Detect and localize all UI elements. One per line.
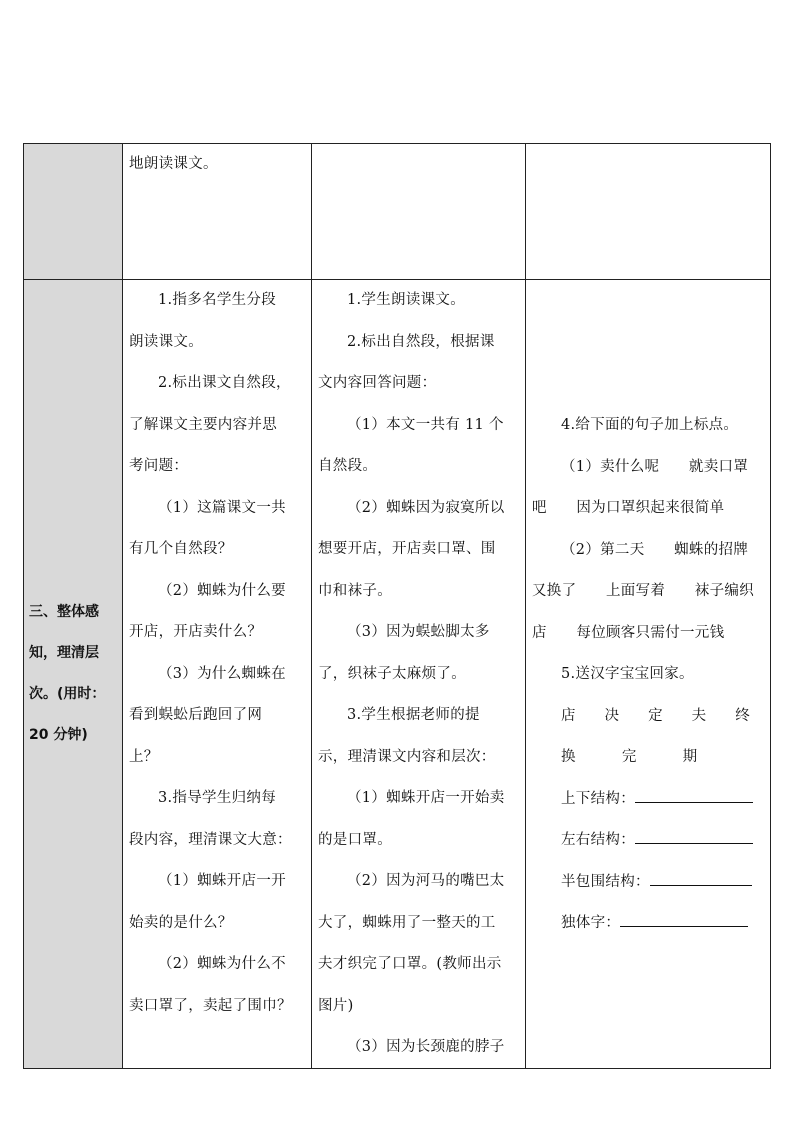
student-text-line: （2）因为河马的嘴巴太 <box>347 873 505 889</box>
student-text-line: 文内容回答问题： <box>318 375 437 391</box>
teacher-text-line: 考问题： <box>129 458 189 474</box>
stage-label-line: 次。(用时： <box>29 686 106 702</box>
exercise-text-line: （2）第二天 蜘蛛的招牌 <box>561 541 749 558</box>
student-text-line: 示，理清课文内容和层次： <box>318 748 496 765</box>
character-list-line1 <box>532 696 764 738</box>
structure-left-right-row <box>532 820 764 862</box>
teacher-text-line: 段内容，理清课文大意： <box>129 831 292 848</box>
student-text-line: 大了，蜘蛛用了一整天的工 <box>318 914 496 931</box>
character: 夫 <box>691 707 707 724</box>
student-text-line: （3）因为长颈鹿的脖子 <box>347 1039 505 1055</box>
teacher-text-line: 始卖的是什么？ <box>129 914 233 931</box>
student-text-line: 3.学生根据老师的提 <box>347 707 480 723</box>
character: 期 <box>682 749 698 765</box>
teacher-text-line: 1.指多名学生分段 <box>158 292 277 308</box>
student-text-line: 想要开店，开店卖口罩、围 <box>318 541 496 557</box>
character: 终 <box>735 707 750 724</box>
stage-label-line: 知，理清层 <box>29 645 99 661</box>
teacher-text-line: 3.指导学生归纳每 <box>158 790 277 806</box>
teacher-text-line: 2.标出课文自然段， <box>158 375 291 391</box>
exercise-q5-title: 5.送汉字宝宝回家。 <box>561 666 694 682</box>
student-text-line: （3）因为蜈蚣脚太多 <box>347 624 490 640</box>
answer-blank[interactable] <box>635 827 753 844</box>
teacher-text-line: 有几个自然段？ <box>129 541 233 557</box>
teacher-text-line: （2）蜘蛛为什么要 <box>158 582 286 599</box>
character-list-line2 <box>532 737 764 779</box>
teacher-text-line: 地朗读课文。 <box>129 156 218 172</box>
teacher-text-line: （1）蜘蛛开店一开 <box>158 873 286 889</box>
student-text-line: （1）蜘蛛开店一开始卖 <box>347 790 505 806</box>
exercise-text-line: 吧 因为口罩织起来很简单 <box>532 500 725 516</box>
stage-label-line: 三、整体感 <box>29 604 99 620</box>
exercise-text-line: 又换了 上面写着 袜子编织 <box>532 583 754 599</box>
stage-label <box>24 592 110 756</box>
teacher-activity-cell-row2 <box>122 279 312 1069</box>
answer-blank[interactable] <box>620 910 748 927</box>
exercise-text-line: 店 每位顾客只需付一元钱 <box>532 624 725 641</box>
student-activity-cell-row1 <box>311 143 526 280</box>
structure-label: 独体字： <box>561 915 621 931</box>
exercise-cell-row1 <box>525 143 771 280</box>
teacher-text-line: 朗读课文。 <box>129 333 203 350</box>
structure-label: 半包围结构： <box>561 873 650 890</box>
structure-label: 上下结构： <box>561 790 635 807</box>
student-text-line: 1.学生朗读课文。 <box>347 292 466 308</box>
character: 定 <box>648 707 663 724</box>
student-text-line: 了，织袜子太麻烦了。 <box>318 665 466 682</box>
character: 店 <box>561 707 576 724</box>
stage-label-line: 20 分钟) <box>29 727 88 743</box>
structure-top-bottom-row <box>532 779 764 821</box>
structure-single-row <box>532 903 764 945</box>
student-text-line: （2）蜘蛛因为寂寞所以 <box>347 499 505 516</box>
character: 完 <box>621 749 637 765</box>
exercise-text-line: （1）卖什么呢 就卖口罩 <box>561 458 749 475</box>
stage-cell-row2 <box>23 279 123 1069</box>
character: 决 <box>604 707 620 724</box>
teacher-text-line: 上？ <box>129 748 159 765</box>
student-activity-cell-row2 <box>311 279 526 1069</box>
student-text-line: （1）本文一共有 11 个 <box>347 416 504 433</box>
character: 换 <box>561 749 576 765</box>
answer-blank[interactable] <box>635 786 753 803</box>
stage-cell-row1 <box>23 143 123 280</box>
teacher-text-line: （3）为什么蜘蛛在 <box>158 665 286 682</box>
teacher-text-line: 了解课文主要内容并思 <box>129 416 277 433</box>
exercise-cell-row2 <box>525 279 771 1069</box>
lesson-plan-table <box>23 143 771 1069</box>
student-text-line: 自然段。 <box>318 458 378 474</box>
student-text-line: 巾和袜子。 <box>318 582 392 599</box>
student-text-line: 图片) <box>318 997 354 1014</box>
teacher-text-line: 看到蜈蚣后跑回了网 <box>129 707 263 723</box>
student-text-line: 2.标出自然段，根据课 <box>347 333 495 350</box>
teacher-text-line: （1）这篇课文一共 <box>158 499 286 516</box>
structure-label: 左右结构： <box>561 832 635 848</box>
exercise-q4-title: 4.给下面的句子加上标点。 <box>561 417 739 433</box>
teacher-text-line: （2）蜘蛛为什么不 <box>158 956 286 972</box>
teacher-activity-cell-row1 <box>122 143 312 280</box>
teacher-text-line: 开店，开店卖什么？ <box>129 624 263 640</box>
structure-half-enclosure-row <box>532 862 764 904</box>
teacher-text-line: 卖口罩了，卖起了围巾？ <box>129 997 292 1014</box>
student-text-line: 夫才织完了口罩。(教师出示 <box>318 956 502 972</box>
answer-blank[interactable] <box>650 869 752 886</box>
student-text-line: 的是口罩。 <box>318 831 392 848</box>
